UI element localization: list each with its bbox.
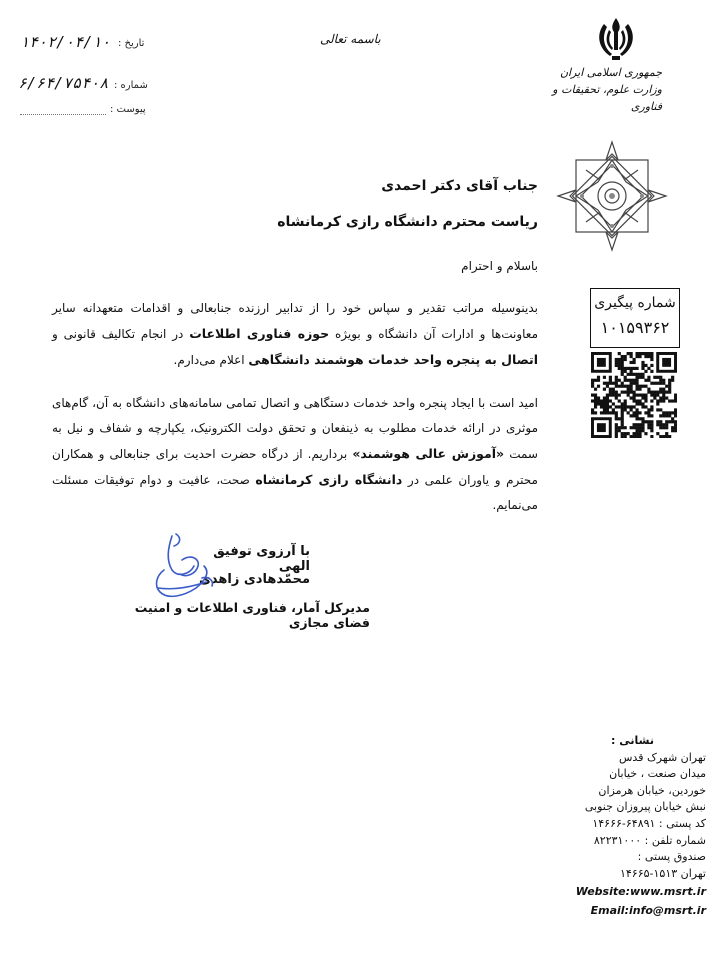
address-label: نشانی :: [611, 734, 654, 747]
ministry-line2: وزارت علوم، تحقیقات و فناوری: [552, 83, 662, 113]
signature-title: مدیرکل آمار، فناوری اطلاعات و امنیت فضای مجازی: [134, 600, 370, 630]
p2-part-c: برداریم. از درگاه حضرت احدیت برای جنابعالی و همکاران محترم و یاوران علمی در: [52, 447, 538, 487]
p1-highlight-it: حوزه فناوری اطلاعات: [189, 326, 330, 341]
paragraph-1: [52, 296, 538, 373]
date-label: تاریخ :: [118, 38, 145, 49]
greeting: باسلام و احترام: [461, 259, 538, 273]
address-line: خوردین، خیابان هرمزان: [598, 783, 706, 797]
p1-part-e: اعلام می‌دارم.: [173, 353, 245, 367]
date-value: ۱۴۰۲/۰۴/۱۰: [20, 33, 111, 51]
p1-part-a: بدینوسیله مراتب تقدیر و سپاس خود را از تدابیر ارزنده جنابعالی و اقدامات متعهدانه سایر معاونت‌ها و ادارات آن دانشگاه و بویژه: [52, 301, 538, 341]
p2-highlight-smart-education: «آموزش عالی هوشمند»: [352, 446, 505, 461]
p2-part-e: صحت، عافیت و دوام توفیقات مسئلت می‌نمایم.: [52, 473, 538, 512]
tracking-box: [590, 288, 680, 348]
tracking-number: ۱۰۱۵۹۳۶۲: [600, 318, 670, 337]
address-line: صندوق پستی :: [637, 850, 706, 864]
number-label: شماره :: [114, 80, 148, 91]
signature-name: محمّدهادی زاهدی: [198, 572, 310, 587]
number-value: ۶/۶۴/۷۵۴۰۸: [18, 74, 109, 92]
addressee-title: ریاست محترم دانشگاه رازی کرمانشاه: [277, 214, 538, 230]
address-line: تهران ۱۵۱۳-۱۴۶۶۵: [619, 866, 706, 880]
address-line: شماره تلفن : ۸۲۲۳۱۰۰۰: [593, 833, 706, 847]
p2-part-a: امید است با ایجاد پنجره واحد خدمات دستگاهی و اتصال تمامی سامانه‌های دانشگاه به آن، گام‌های موثری در ارائه خدمات مطلوب به ذینفعان و تحقق دولت الکترونیک، یکپارچه و شفاف و نیل به سمت: [52, 396, 538, 461]
ministry-name: [540, 64, 662, 115]
paragraph-2: [52, 391, 538, 518]
p1-highlight-portal: اتصال به پنجره واحد خدمات هوشمند دانشگاهی: [248, 352, 538, 367]
attachment-dots: [20, 114, 106, 115]
addressee-name: جناب آقای دکتر احمدی: [381, 178, 538, 194]
handwritten-signature-icon: [142, 530, 232, 606]
p1-part-c: در انجام تکالیف قانونی و: [52, 327, 184, 341]
address-line: نبش خیابان پیروزان جنوبی: [584, 800, 706, 814]
address-line: میدان صنعت ، خیابان: [609, 767, 706, 781]
address-lines: [560, 750, 706, 883]
iran-emblem-icon: [590, 14, 642, 64]
address-line: کد پستی : ۶۴۸۹۱-۱۴۶۶۶: [592, 816, 706, 830]
address-line: تهران شهرک قدس: [619, 750, 706, 764]
email-text: Email:info@msrt.ir: [590, 904, 706, 917]
ornament-icon: [556, 140, 668, 252]
invocation-text: باسمه تعالی: [320, 32, 381, 46]
signature-wish: با آرزوی توفیق الهی: [213, 544, 310, 574]
p2-highlight-university: دانشگاه رازی کرمانشاه: [255, 472, 403, 487]
ministry-line1: جمهوری اسلامی ایران: [559, 66, 662, 79]
attachment-label: پیوست :: [110, 104, 146, 115]
tracking-label: شماره پیگیری: [594, 295, 676, 311]
qr-code-icon: [591, 352, 677, 438]
address-block: [560, 733, 706, 882]
website-text: Website:www.msrt.ir: [575, 885, 706, 898]
